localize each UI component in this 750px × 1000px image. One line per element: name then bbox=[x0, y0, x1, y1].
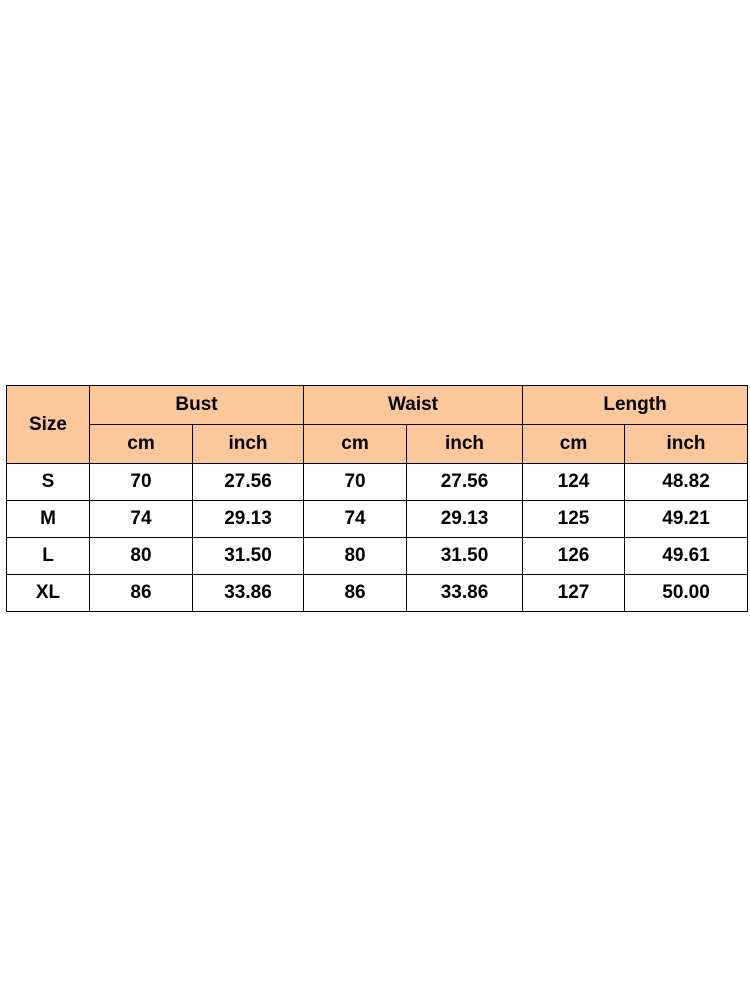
value-cell: 70 bbox=[90, 464, 193, 501]
value-cell: 33.86 bbox=[193, 575, 304, 612]
size-cell: M bbox=[7, 501, 90, 538]
unit-header-waist-inch: inch bbox=[407, 425, 523, 464]
value-cell: 74 bbox=[304, 501, 407, 538]
value-cell: 27.56 bbox=[193, 464, 304, 501]
value-cell: 50.00 bbox=[625, 575, 748, 612]
size-cell: XL bbox=[7, 575, 90, 612]
value-cell: 126 bbox=[523, 538, 625, 575]
value-cell: 33.86 bbox=[407, 575, 523, 612]
header-units-row bbox=[7, 425, 748, 464]
value-cell: 70 bbox=[304, 464, 407, 501]
unit-header-bust-cm: cm bbox=[90, 425, 193, 464]
unit-header-length-cm: cm bbox=[523, 425, 625, 464]
value-cell: 27.56 bbox=[407, 464, 523, 501]
size-header: Size bbox=[7, 386, 90, 464]
value-cell: 124 bbox=[523, 464, 625, 501]
group-header-waist: Waist bbox=[304, 386, 523, 425]
group-header-bust: Bust bbox=[90, 386, 304, 425]
table-row bbox=[7, 501, 748, 538]
group-header-length: Length bbox=[523, 386, 748, 425]
value-cell: 127 bbox=[523, 575, 625, 612]
value-cell: 48.82 bbox=[625, 464, 748, 501]
size-cell: S bbox=[7, 464, 90, 501]
value-cell: 80 bbox=[304, 538, 407, 575]
value-cell: 125 bbox=[523, 501, 625, 538]
size-chart-table bbox=[6, 385, 748, 612]
value-cell: 74 bbox=[90, 501, 193, 538]
value-cell: 49.61 bbox=[625, 538, 748, 575]
value-cell: 31.50 bbox=[407, 538, 523, 575]
value-cell: 49.21 bbox=[625, 501, 748, 538]
unit-header-bust-inch: inch bbox=[193, 425, 304, 464]
size-cell: L bbox=[7, 538, 90, 575]
value-cell: 86 bbox=[304, 575, 407, 612]
value-cell: 29.13 bbox=[193, 501, 304, 538]
unit-header-waist-cm: cm bbox=[304, 425, 407, 464]
value-cell: 31.50 bbox=[193, 538, 304, 575]
table-row bbox=[7, 538, 748, 575]
value-cell: 29.13 bbox=[407, 501, 523, 538]
value-cell: 80 bbox=[90, 538, 193, 575]
table-row bbox=[7, 464, 748, 501]
header-group-row bbox=[7, 386, 748, 425]
value-cell: 86 bbox=[90, 575, 193, 612]
table-row bbox=[7, 575, 748, 612]
unit-header-length-inch: inch bbox=[625, 425, 748, 464]
